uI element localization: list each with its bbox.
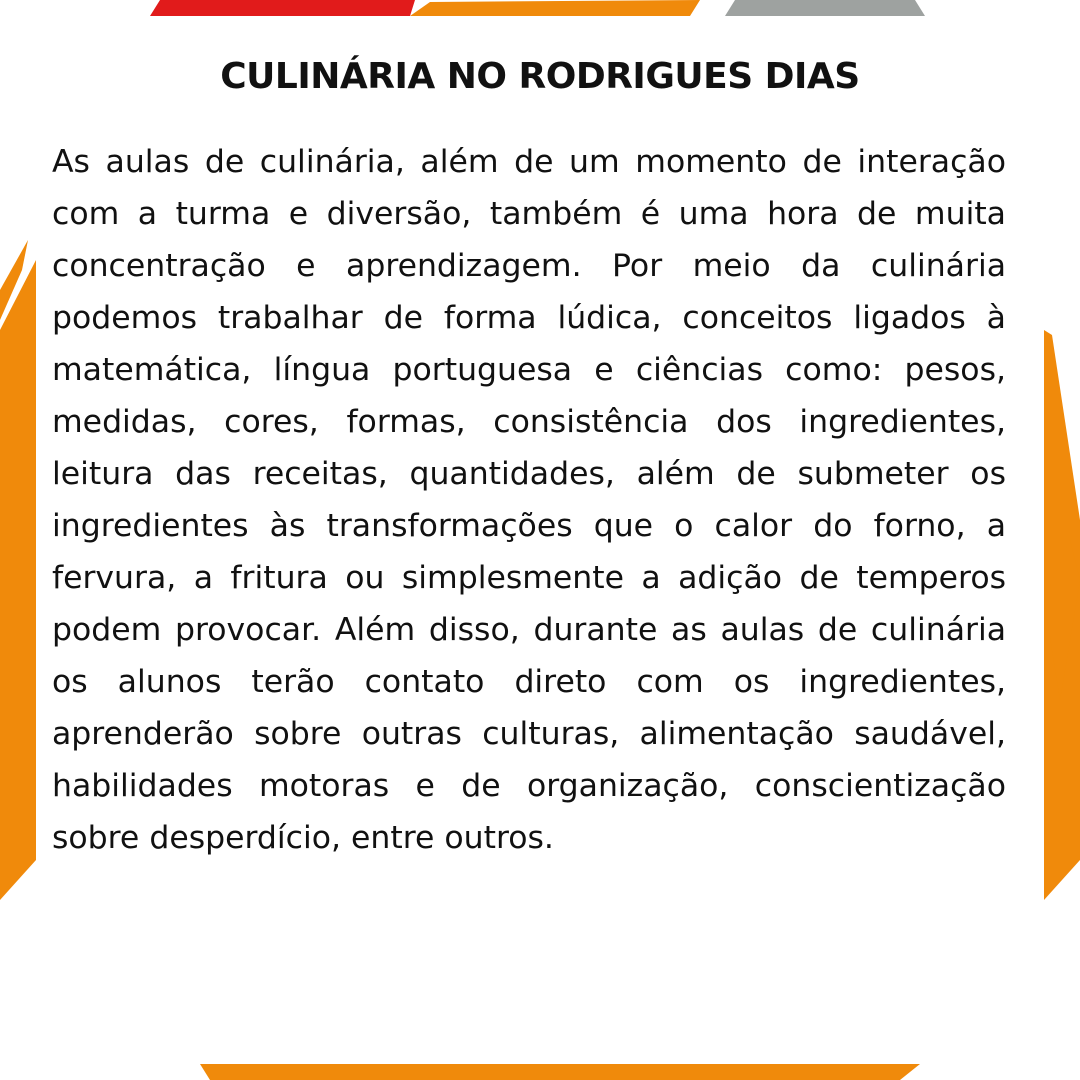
page-title: CULINÁRIA NO RODRIGUES DIAS bbox=[220, 56, 860, 97]
red-brush-stroke bbox=[150, 0, 415, 16]
orange-brush-stroke-top bbox=[410, 0, 700, 16]
orange-brush-stroke-left bbox=[0, 260, 36, 900]
gray-brush-stroke bbox=[725, 0, 925, 16]
orange-brush-stroke-bottom bbox=[200, 1064, 920, 1080]
body-paragraph: As aulas de culinária, além de um momento de interação com a turma e diversão, também é uma hora de muita concentração e aprendizagem. Por meio da culinária podemos trabalhar de forma lúdica, conceitos ligados à matemática, língua portuguesa e ciências como: pesos, medidas, cores, formas, consistência dos ingredientes, leitura das receitas, quantidades, além de submeter os ingredientes às transformações que o calor do forno, a fervura, a fritura ou simplesmente a adição de temperos podem provocar. Além disso, durante as aulas de culinária os alunos terão contato direto com os ingredientes, aprenderão sobre outras culturas, alimentação saudável, habilidades motoras e de organização, conscientização sobre desperdício, entre outros. bbox=[52, 144, 1006, 856]
